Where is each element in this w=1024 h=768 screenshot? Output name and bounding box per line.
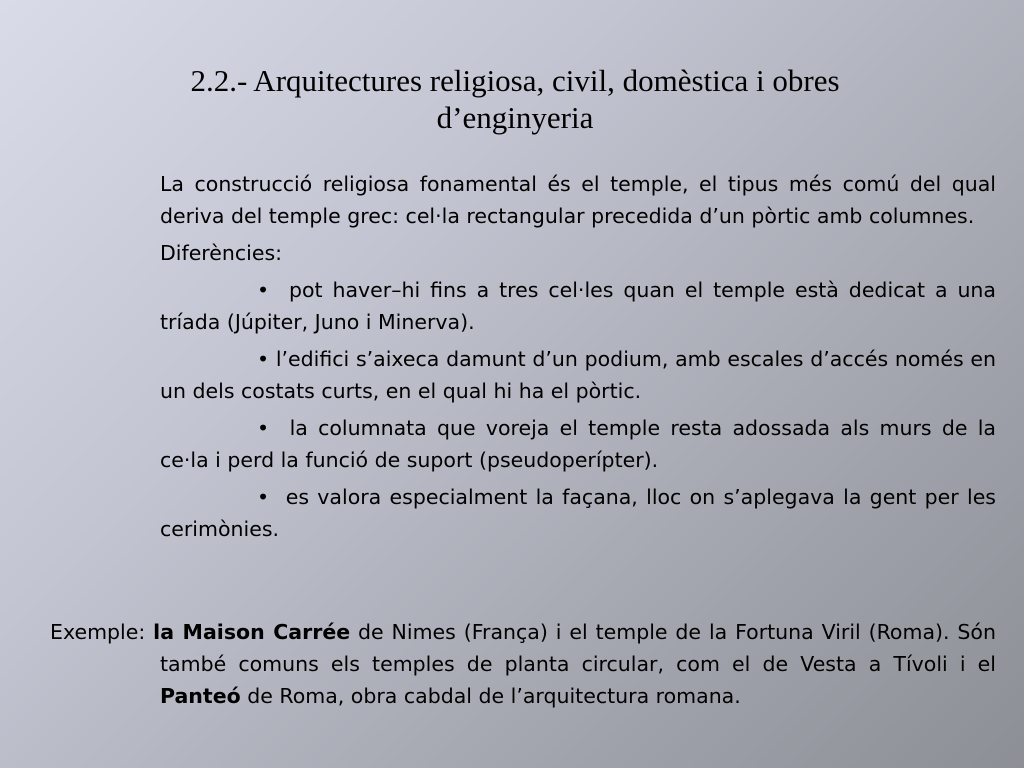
bullet-item-4 [160,481,996,545]
example-label: Exemple: [50,620,146,644]
intro-paragraph: La construcció religiosa fonamental és el temple, el tipus més comú del qual deriva del temple grec: cel·la rectangular precedida d’un pòrtic amb columnes. [160,172,996,228]
bullet-item-1 [160,274,996,338]
bullet-icon: • [257,347,270,371]
example-text-1: de Nimes (França) i el temple de la Fortuna Viril (Roma). Són també comuns els temples de planta circular, com el de Vesta a Tívoli i el [160,620,996,676]
slide-body [160,168,996,545]
bullet-text: la columnata que voreja el temple resta adossada als murs de la ce·la i perd la funció de suport (pseudoperípter). [160,416,996,472]
bullet-text: es valora especialment la façana, lloc on s’aplegava la gent per les cerimònies. [160,485,996,541]
differences-label: Diferències: [160,241,283,265]
example-highlight-panteo: Panteó [160,684,241,708]
bullet-item-3 [160,412,996,476]
example-paragraph [50,616,996,712]
bullet-icon: • [257,416,270,440]
bullet-icon: • [257,278,270,302]
bullet-item-2 [160,343,996,407]
example-highlight-maison-carree: la Maison Carrée [153,620,351,644]
bullet-icon: • [257,485,270,509]
bullet-text: pot haver–hi fins a tres cel·les quan el temple està dedicat a una tríada (Júpiter, Juno i Minerva). [160,278,996,334]
slide-title: 2.2.- Arquitectures religiosa, civil, domèstica i obres d’enginyeria [190,63,840,135]
bullet-text: l’edifici s’aixeca damunt d’un podium, amb escales d’accés només en un dels costats curts, en el qual hi ha el pòrtic. [160,347,996,403]
example-text-2: de Roma, obra cabdal de l’arquitectura romana. [247,684,741,708]
